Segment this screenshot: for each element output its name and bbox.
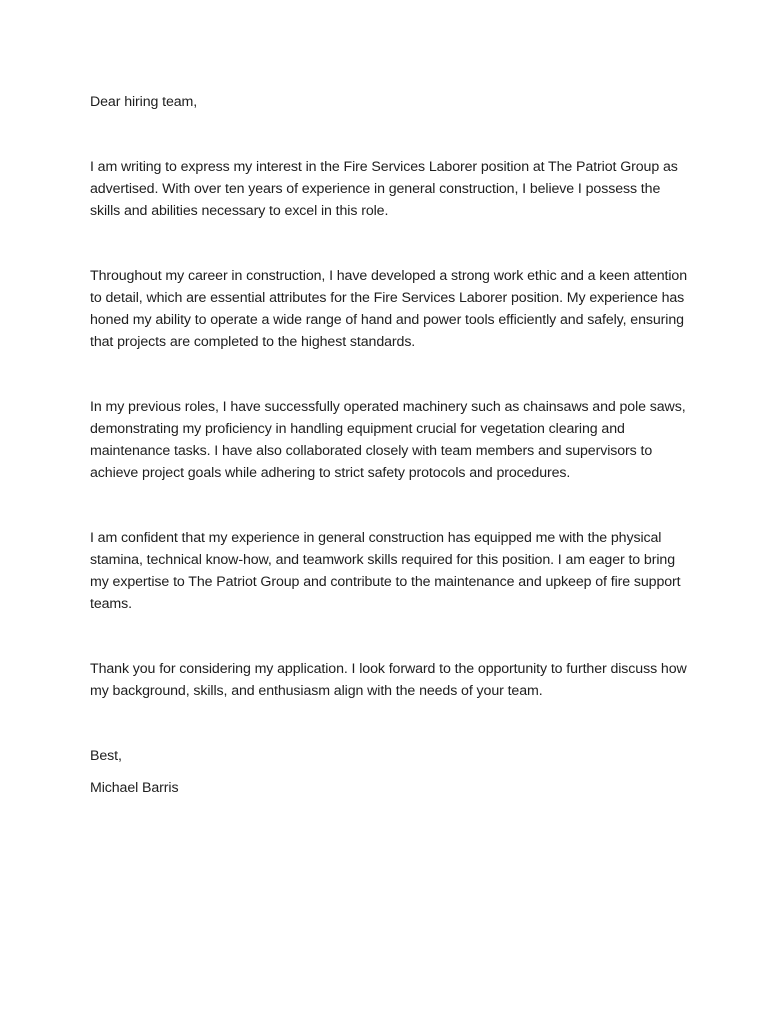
signature-name: Michael Barris [90, 780, 179, 796]
paragraph-work-ethic: Throughout my career in construction, I have developed a strong work ethic and a keen attention to detail, which are essential attributes for the Fire Services Laborer position. My experience has honed my ability to operate a wide range of hand and power tools efficiently and safely, ensuring that projects are completed to the highest standards. [90, 268, 687, 350]
salutation: Dear hiring team, [90, 94, 198, 110]
paragraph-confidence: I am confident that my experience in general construction has equipped me with the physical stamina, technical know-how, and teamwork skills required for this position. I am eager to bring my expertise to The Patriot Group and contribute to the maintenance and upkeep of fire support teams. [90, 530, 681, 612]
paragraph-interest: I am writing to express my interest in the Fire Services Laborer position at The Patriot Group as advertised. With over ten years of experience in general construction, I believe I possess the skills and abilities necessary to excel in this role. [90, 159, 678, 219]
paragraph-previous-roles: In my previous roles, I have successfully operated machinery such as chainsaws and pole saws, demonstrating my proficiency in handling equipment crucial for vegetation clearing and maintenance tasks. I have also collaborated closely with team members and supervisors to achieve project goals while adhering to strict safety protocols and procedures. [90, 399, 686, 481]
paragraph-thank-you: Thank you for considering my application. I look forward to the opportunity to further discuss how my background, skills, and enthusiasm align with the needs of your team. [90, 661, 687, 699]
closing: Best, [90, 748, 122, 764]
cover-letter [90, 91, 690, 799]
